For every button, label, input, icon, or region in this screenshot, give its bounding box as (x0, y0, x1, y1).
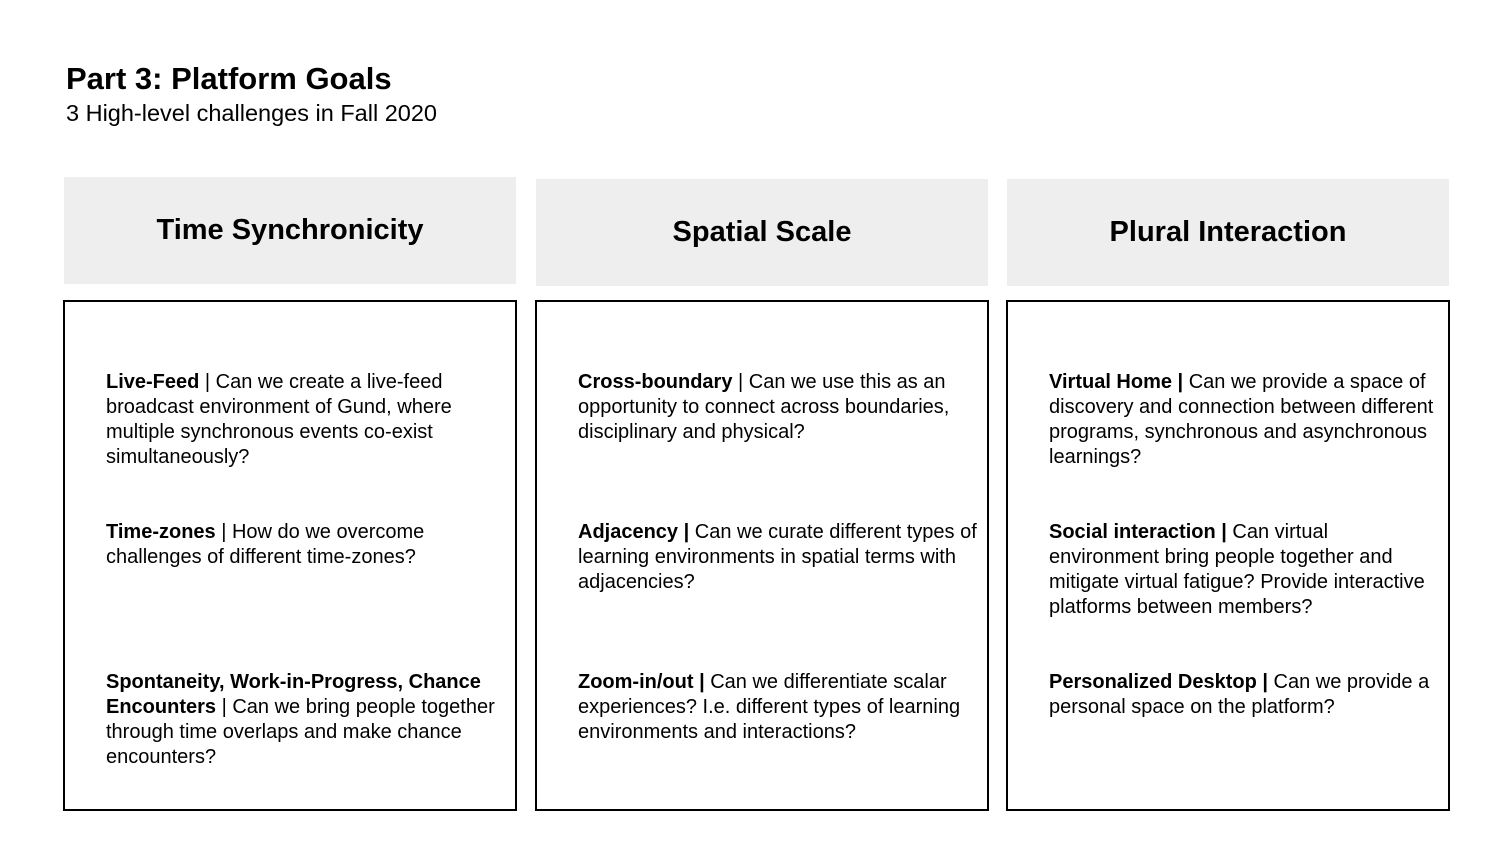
goal-item-text: | Can we bring people together through time overlaps and make chance encounters? (106, 696, 495, 768)
column-heading: Spatial Scale (672, 216, 852, 248)
column-box-time-synchronicity (63, 300, 517, 811)
column-heading: Time Synchronicity (156, 214, 424, 246)
goal-item-text: Can we curate different types of learning environments in spatial terms with adjacencies? (578, 521, 977, 593)
goal-item-spontaneity (106, 670, 506, 770)
goal-item-title: Social interaction | (1049, 521, 1227, 543)
goal-item-text: | Can we use this as an opportunity to connect across boundaries, disciplinary and physical? (578, 371, 950, 443)
goal-item-text: Can we provide a personal space on the platform? (1049, 671, 1430, 718)
page-title: Part 3: Platform Goals (66, 61, 392, 96)
goal-item-text: Can we provide a space of discovery and connection between different programs, synchronous and asynchronous learnings? (1049, 371, 1434, 468)
goal-item-virtual-home (1049, 370, 1439, 470)
goal-item-text: | Can we create a live-feed broadcast environment of Gund, where multiple synchronous events co-exist simultaneously? (106, 371, 452, 468)
goal-item-live-feed (106, 370, 506, 470)
goal-item-text: Can we differentiate scalar experiences? I.e. different types of learning environments and interactions? (578, 671, 961, 743)
goal-item-text: Can virtual environment bring people together and mitigate virtual fatigue? Provide interactive platforms between members? (1049, 521, 1425, 618)
page-subtitle: 3 High-level challenges in Fall 2020 (66, 100, 437, 126)
goal-item-title: Cross-boundary (578, 371, 733, 393)
column-header-plural-interaction (1007, 179, 1449, 286)
column-box-plural-interaction (1006, 300, 1450, 811)
column-heading: Plural Interaction (1109, 216, 1347, 248)
goal-item-zoom-in-out (578, 670, 978, 745)
column-box-spatial-scale (535, 300, 989, 811)
column-header-spatial-scale (536, 179, 988, 286)
goal-item-title: Time-zones (106, 521, 216, 543)
goal-item-title: Zoom-in/out | (578, 671, 705, 693)
goal-item-adjacency (578, 520, 978, 595)
column-header-time-synchronicity (64, 177, 516, 284)
goal-item-title: Live-Feed (106, 371, 200, 393)
goal-item-title: Spontaneity, Work-in-Progress, Chance Encounters (106, 671, 481, 718)
goal-item-title: Virtual Home | (1049, 371, 1184, 393)
goal-item-time-zones (106, 520, 506, 570)
goal-item-social-interaction (1049, 520, 1439, 620)
goal-item-personalized-desktop (1049, 670, 1439, 720)
goal-item-title: Personalized Desktop | (1049, 671, 1268, 693)
goal-item-cross-boundary (578, 370, 978, 445)
goal-item-title: Adjacency | (578, 521, 690, 543)
goal-item-text: | How do we overcome challenges of different time-zones? (106, 521, 425, 568)
